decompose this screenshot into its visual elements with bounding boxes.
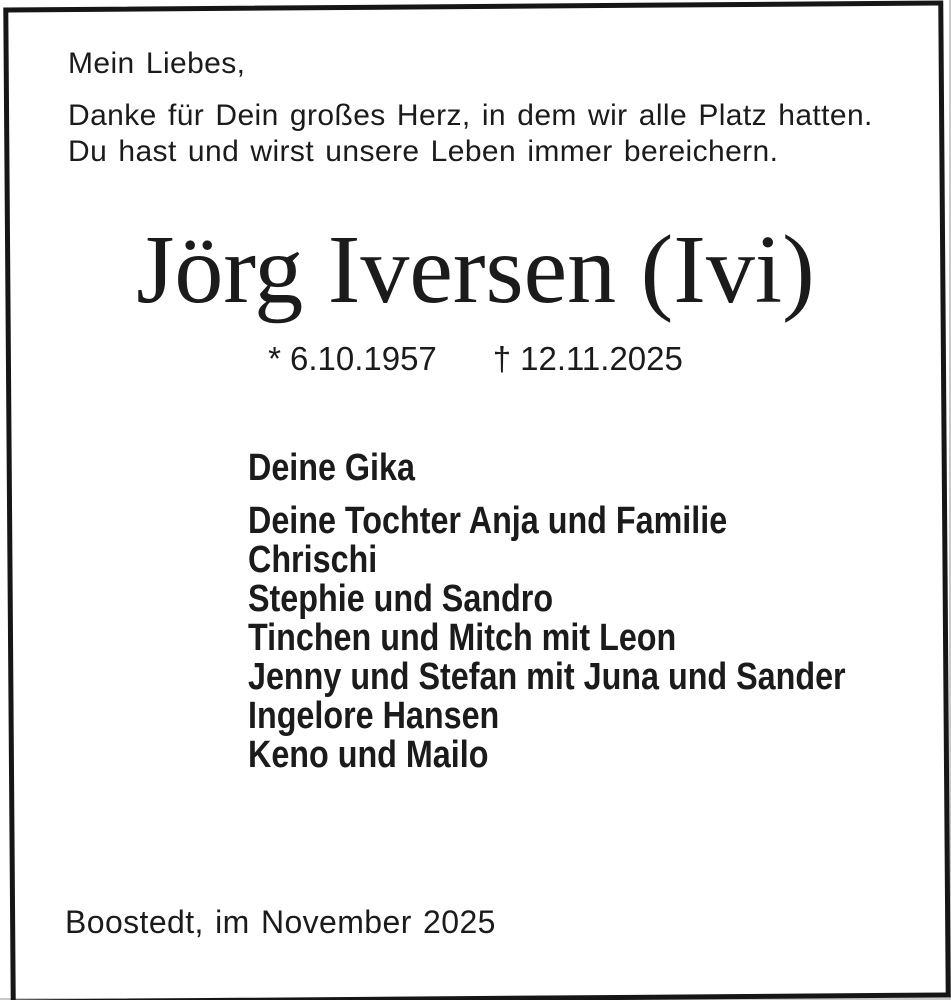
mourner-name: Ingelore Hansen <box>248 695 500 737</box>
birth-star-symbol: * <box>268 340 281 377</box>
birth-date-group <box>268 339 437 379</box>
mourner-name: Tinchen und Mitch mit Leon <box>248 617 677 659</box>
mourner-name: Chrischi <box>248 539 378 581</box>
birth-date: 6.10.1957 <box>289 340 437 377</box>
mourners-list <box>248 502 951 775</box>
place-date-line: Boostedt, im November 2025 <box>65 904 496 940</box>
death-date: 12.11.2025 <box>520 340 683 377</box>
tribute-line-1: Danke für Dein großes Herz, in dem wir alle Platz hatten. <box>68 99 873 132</box>
death-dagger-symbol: † <box>492 340 512 377</box>
tribute-text <box>68 98 873 169</box>
death-date-group <box>493 339 683 379</box>
mourner-name: Deine Tochter Anja und Familie <box>248 500 728 542</box>
salutation-text: Mein Liebes, <box>68 47 246 80</box>
mourner-name: Keno und Mailo <box>248 734 489 776</box>
deceased-name: Jörg Iversen (Ivi) <box>136 216 815 324</box>
tribute-line-2: Du hast und wirst unsere Leben immer bereichern. <box>68 134 779 168</box>
chief-mourner-name: Deine Gika <box>248 447 415 489</box>
mourner-name: Jenny und Stefan mit Juna und Sander <box>248 656 846 698</box>
life-dates-row <box>0 339 951 379</box>
mourner-name: Stephie und Sandro <box>248 578 554 620</box>
